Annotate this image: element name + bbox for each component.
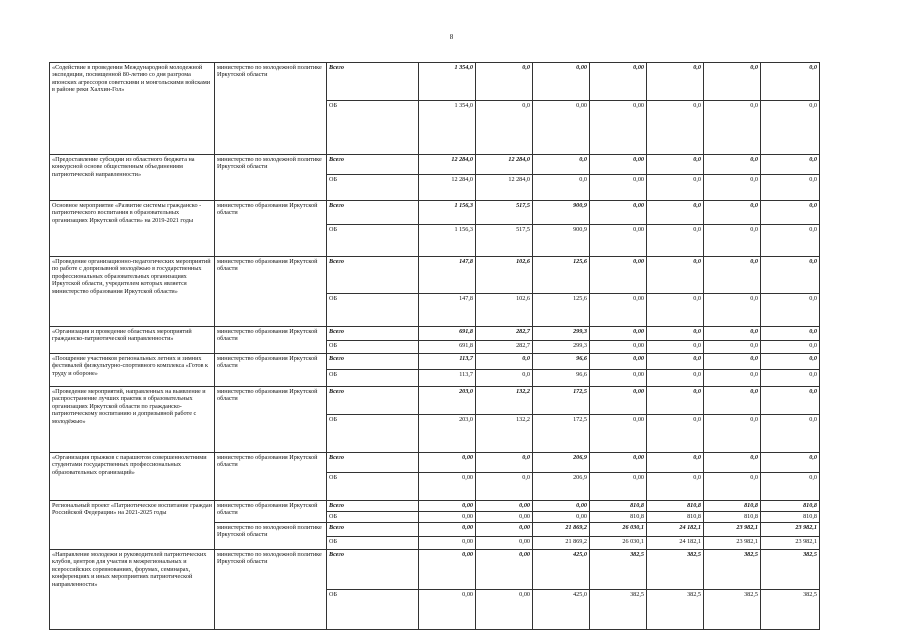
table-row (50, 327, 820, 341)
value-total: 102,6 (476, 257, 533, 294)
value-cell: 810,8 (761, 501, 820, 512)
value-total: 0,0 (761, 155, 820, 175)
source-label-ob: ОБ (327, 590, 419, 630)
value-total: 299,3 (533, 327, 590, 341)
executor-name: министерство по молодежной политике Иркутской области (215, 550, 327, 630)
value-total: 0,00 (419, 453, 476, 473)
value-total: 0,0 (476, 63, 533, 101)
value-total: 900,9 (533, 201, 590, 225)
value-total: 0,0 (704, 354, 761, 370)
value-total: 0,0 (647, 354, 704, 370)
value-total: 12 284,0 (419, 155, 476, 175)
source-label-ob: ОБ (327, 175, 419, 201)
value-ob: 132,2 (476, 415, 533, 453)
value-total: 0,00 (590, 387, 647, 415)
activity-name: Основное мероприятие «Развитие системы гражданско - патриотического воспитания в образовательных организациях Иркутской области» на 2019-2021 годы (50, 201, 215, 257)
value-cell: 21 869,2 (533, 523, 590, 537)
value-ob: 0,0 (704, 101, 761, 155)
value-total: 206,9 (533, 453, 590, 473)
value-total: 0,0 (704, 155, 761, 175)
value-ob: 0,00 (476, 590, 533, 630)
value-ob: 0,0 (761, 294, 820, 327)
value-ob: 0,0 (476, 101, 533, 155)
source-label-ob: ОБ (327, 415, 419, 453)
value-total: 0,0 (647, 201, 704, 225)
value-total: 517,5 (476, 201, 533, 225)
value-ob: 0,0 (761, 370, 820, 387)
source-label-ob: ОБ (327, 101, 419, 155)
table-row (50, 63, 820, 101)
value-total: 0,0 (761, 63, 820, 101)
source-label-total: Всего (327, 387, 419, 415)
source-label: ОБ (327, 512, 419, 523)
value-total: 0,0 (533, 155, 590, 175)
value-cell: 810,8 (590, 512, 647, 523)
value-cell: 810,8 (647, 512, 704, 523)
value-ob: 0,0 (647, 101, 704, 155)
value-ob: 0,0 (476, 370, 533, 387)
value-ob: 12 284,0 (419, 175, 476, 201)
value-ob: 691,8 (419, 341, 476, 354)
value-total: 0,0 (761, 257, 820, 294)
value-ob: 0,0 (761, 341, 820, 354)
value-ob: 0,0 (647, 294, 704, 327)
value-ob: 102,6 (476, 294, 533, 327)
budget-table (49, 62, 820, 630)
value-ob: 282,7 (476, 341, 533, 354)
activity-name: «Организация прыжков с парашютом совершеннолетними студентами государственных профессиональных образовательных организаций» (50, 453, 215, 501)
value-cell: 0,00 (419, 501, 476, 512)
value-ob: 0,0 (704, 415, 761, 453)
value-total: 691,8 (419, 327, 476, 341)
table-row (50, 501, 820, 512)
value-ob: 0,0 (704, 370, 761, 387)
value-ob: 0,0 (647, 473, 704, 501)
source-label-total: Всего (327, 453, 419, 473)
value-total: 0,0 (704, 201, 761, 225)
value-ob: 0,0 (704, 341, 761, 354)
source-label-ob: ОБ (327, 473, 419, 501)
value-total: 113,7 (419, 354, 476, 370)
value-cell: 0,00 (533, 501, 590, 512)
value-total: 147,8 (419, 257, 476, 294)
value-ob: 382,5 (590, 590, 647, 630)
value-cell: 0,00 (419, 512, 476, 523)
value-cell: 810,8 (647, 501, 704, 512)
value-ob: 0,0 (704, 175, 761, 201)
source-label-total: Всего (327, 63, 419, 101)
value-ob: 1 156,3 (419, 225, 476, 257)
value-total: 1 354,0 (419, 63, 476, 101)
value-ob: 147,8 (419, 294, 476, 327)
value-cell: 23 982,1 (704, 523, 761, 537)
value-ob: 0,0 (647, 225, 704, 257)
value-total: 0,0 (647, 63, 704, 101)
value-ob: 0,00 (590, 225, 647, 257)
value-ob: 0,0 (533, 175, 590, 201)
value-total: 0,0 (647, 453, 704, 473)
value-ob: 0,0 (647, 175, 704, 201)
value-total: 0,0 (647, 155, 704, 175)
executor-name: министерство образования Иркутской области (215, 257, 327, 327)
value-total: 0,00 (590, 155, 647, 175)
value-ob: 1 354,0 (419, 101, 476, 155)
value-cell: 21 869,2 (533, 537, 590, 550)
source-label-ob: ОБ (327, 341, 419, 354)
value-ob: 0,00 (590, 341, 647, 354)
value-cell: 23 982,1 (761, 537, 820, 550)
value-total: 96,6 (533, 354, 590, 370)
value-total: 0,0 (761, 387, 820, 415)
value-ob: 0,00 (419, 473, 476, 501)
executor-name: министерство образования Иркутской области (215, 501, 327, 523)
value-ob: 125,6 (533, 294, 590, 327)
value-ob: 425,0 (533, 590, 590, 630)
value-cell: 810,8 (704, 501, 761, 512)
value-ob: 0,0 (761, 225, 820, 257)
table-row (50, 354, 820, 370)
value-ob: 517,5 (476, 225, 533, 257)
value-cell: 23 982,1 (761, 523, 820, 537)
value-total: 0,00 (533, 63, 590, 101)
activity-name: «Содействие в проведении Международной молодежной экспедиции, посвященной 80-летию со дня разгрома японских агрессоров советскими и монгольскими войсками в районе реки Халхин-Гол» (50, 63, 215, 155)
value-total: 0,0 (704, 257, 761, 294)
value-ob: 0,0 (761, 473, 820, 501)
value-total: 0,0 (761, 453, 820, 473)
table-row (50, 453, 820, 473)
value-cell: 26 030,1 (590, 537, 647, 550)
page-number: 8 (449, 33, 454, 41)
activity-name: «Направление молодежи и руководителей патриотических клубов, центров для участия в межрегиональных и всероссийских соревнованиях, форумах, семинарах, конференциях и иных мероприятиях патриотической направленности» (50, 550, 215, 630)
value-total: 382,5 (590, 550, 647, 590)
value-total: 382,5 (704, 550, 761, 590)
value-ob: 0,00 (419, 590, 476, 630)
value-cell: 23 982,1 (704, 537, 761, 550)
value-ob: 0,0 (761, 175, 820, 201)
value-ob: 203,0 (419, 415, 476, 453)
value-ob: 0,0 (761, 101, 820, 155)
executor-name: министерство образования Иркутской области (215, 387, 327, 453)
activity-name: «Проведение организационно-педагогических мероприятий по работе с допризывной молодёжью в государственных профессиональных образовательных организациях Иркутской области, учредителем которых является министерство образования Иркутской области» (50, 257, 215, 327)
source-label-total: Всего (327, 354, 419, 370)
value-ob: 900,9 (533, 225, 590, 257)
value-total: 203,0 (419, 387, 476, 415)
value-ob: 113,7 (419, 370, 476, 387)
value-ob: 0,0 (647, 341, 704, 354)
source-label-ob: ОБ (327, 370, 419, 387)
value-cell: 0,00 (476, 501, 533, 512)
value-total: 0,00 (590, 63, 647, 101)
value-ob: 0,0 (761, 415, 820, 453)
value-ob: 0,0 (704, 294, 761, 327)
value-ob: 382,5 (704, 590, 761, 630)
value-ob: 0,00 (590, 415, 647, 453)
value-total: 0,00 (590, 327, 647, 341)
value-cell: 0,00 (476, 537, 533, 550)
value-total: 0,00 (476, 550, 533, 590)
activity-name: «Организация и проведение областных мероприятий гражданско-патриотической направленности» (50, 327, 215, 354)
value-total: 0,0 (704, 387, 761, 415)
source-label-total: Всего (327, 257, 419, 294)
executor-name: министерство образования Иркутской области (215, 354, 327, 387)
value-total: 0,00 (419, 550, 476, 590)
executor-name: министерство по молодежной политике Иркутской области (215, 63, 327, 155)
source-label: Всего (327, 501, 419, 512)
executor-name: министерство по молодежной политике Иркутской области (215, 155, 327, 201)
source-label-ob: ОБ (327, 294, 419, 327)
value-ob: 382,5 (647, 590, 704, 630)
table-row (50, 550, 820, 590)
value-ob: 0,0 (476, 473, 533, 501)
value-ob: 382,5 (761, 590, 820, 630)
value-cell: 0,00 (476, 512, 533, 523)
value-cell: 810,8 (761, 512, 820, 523)
source-label: ОБ (327, 537, 419, 550)
source-label-ob: ОБ (327, 225, 419, 257)
value-total: 0,0 (647, 387, 704, 415)
value-cell: 26 030,1 (590, 523, 647, 537)
value-ob: 12 284,0 (476, 175, 533, 201)
value-total: 0,0 (704, 63, 761, 101)
value-total: 0,00 (590, 354, 647, 370)
value-ob: 0,0 (647, 370, 704, 387)
source-label-total: Всего (327, 155, 419, 175)
value-cell: 24 182,1 (647, 523, 704, 537)
value-total: 425,0 (533, 550, 590, 590)
value-ob: 206,9 (533, 473, 590, 501)
value-ob: 0,0 (704, 473, 761, 501)
activity-name: «Предоставление субсидии из областного бюджета на конкурсной основе общественным объединениям патриотической направленности» (50, 155, 215, 201)
table-row (50, 387, 820, 415)
value-total: 12 284,0 (476, 155, 533, 175)
value-ob: 0,0 (647, 415, 704, 453)
value-total: 132,2 (476, 387, 533, 415)
value-total: 172,5 (533, 387, 590, 415)
activity-name: «Поощрение участников региональных летних и зимних фестивалей физкультурно-спортивного комплекса «Готов к труду и обороне» (50, 354, 215, 387)
value-cell: 810,8 (704, 512, 761, 523)
value-cell: 0,00 (419, 523, 476, 537)
value-total: 0,0 (647, 257, 704, 294)
value-ob: 0,0 (704, 225, 761, 257)
source-label: Всего (327, 523, 419, 537)
activity-name: «Проведение мероприятий, направленных на выявление и распространение лучших практик в образовательных организациях Иркутской области по гражданско-патриотическому воспитанию и допризывной работе с молодёжью» (50, 387, 215, 453)
value-total: 0,0 (476, 453, 533, 473)
value-total: 382,5 (761, 550, 820, 590)
table-row (50, 257, 820, 294)
value-total: 0,0 (704, 327, 761, 341)
value-total: 0,0 (761, 201, 820, 225)
source-label-total: Всего (327, 201, 419, 225)
source-label-total: Всего (327, 327, 419, 341)
value-total: 0,00 (590, 453, 647, 473)
value-total: 0,0 (647, 327, 704, 341)
executor-name: министерство образования Иркутской области (215, 327, 327, 354)
value-cell: 810,8 (590, 501, 647, 512)
value-ob: 0,00 (533, 101, 590, 155)
value-cell: 0,00 (533, 512, 590, 523)
value-ob: 299,3 (533, 341, 590, 354)
value-total: 0,0 (476, 354, 533, 370)
value-total: 0,0 (704, 453, 761, 473)
value-ob: 0,00 (590, 101, 647, 155)
table-row (50, 155, 820, 175)
regional-project-name: Региональный проект «Патриотическое воспитание граждан Российской Федерации» на 2021-2025 годы (50, 501, 215, 550)
value-ob: 96,6 (533, 370, 590, 387)
value-cell: 0,00 (476, 523, 533, 537)
value-cell: 0,00 (419, 537, 476, 550)
executor-name: министерство по молодежной политике Иркутской области (215, 523, 327, 550)
value-ob: 0,00 (590, 294, 647, 327)
value-total: 0,00 (590, 201, 647, 225)
executor-name: министерство образования Иркутской области (215, 453, 327, 501)
value-total: 282,7 (476, 327, 533, 341)
table-row (50, 201, 820, 225)
value-total: 125,6 (533, 257, 590, 294)
value-total: 382,5 (647, 550, 704, 590)
value-total: 0,00 (590, 257, 647, 294)
value-ob: 0,00 (590, 473, 647, 501)
value-ob: 0,00 (590, 370, 647, 387)
executor-name: министерство образования Иркутской области (215, 201, 327, 257)
value-total: 0,0 (761, 354, 820, 370)
value-total: 0,0 (761, 327, 820, 341)
value-total: 1 156,3 (419, 201, 476, 225)
value-cell: 24 182,1 (647, 537, 704, 550)
source-label-total: Всего (327, 550, 419, 590)
value-ob: 0,00 (590, 175, 647, 201)
value-ob: 172,5 (533, 415, 590, 453)
